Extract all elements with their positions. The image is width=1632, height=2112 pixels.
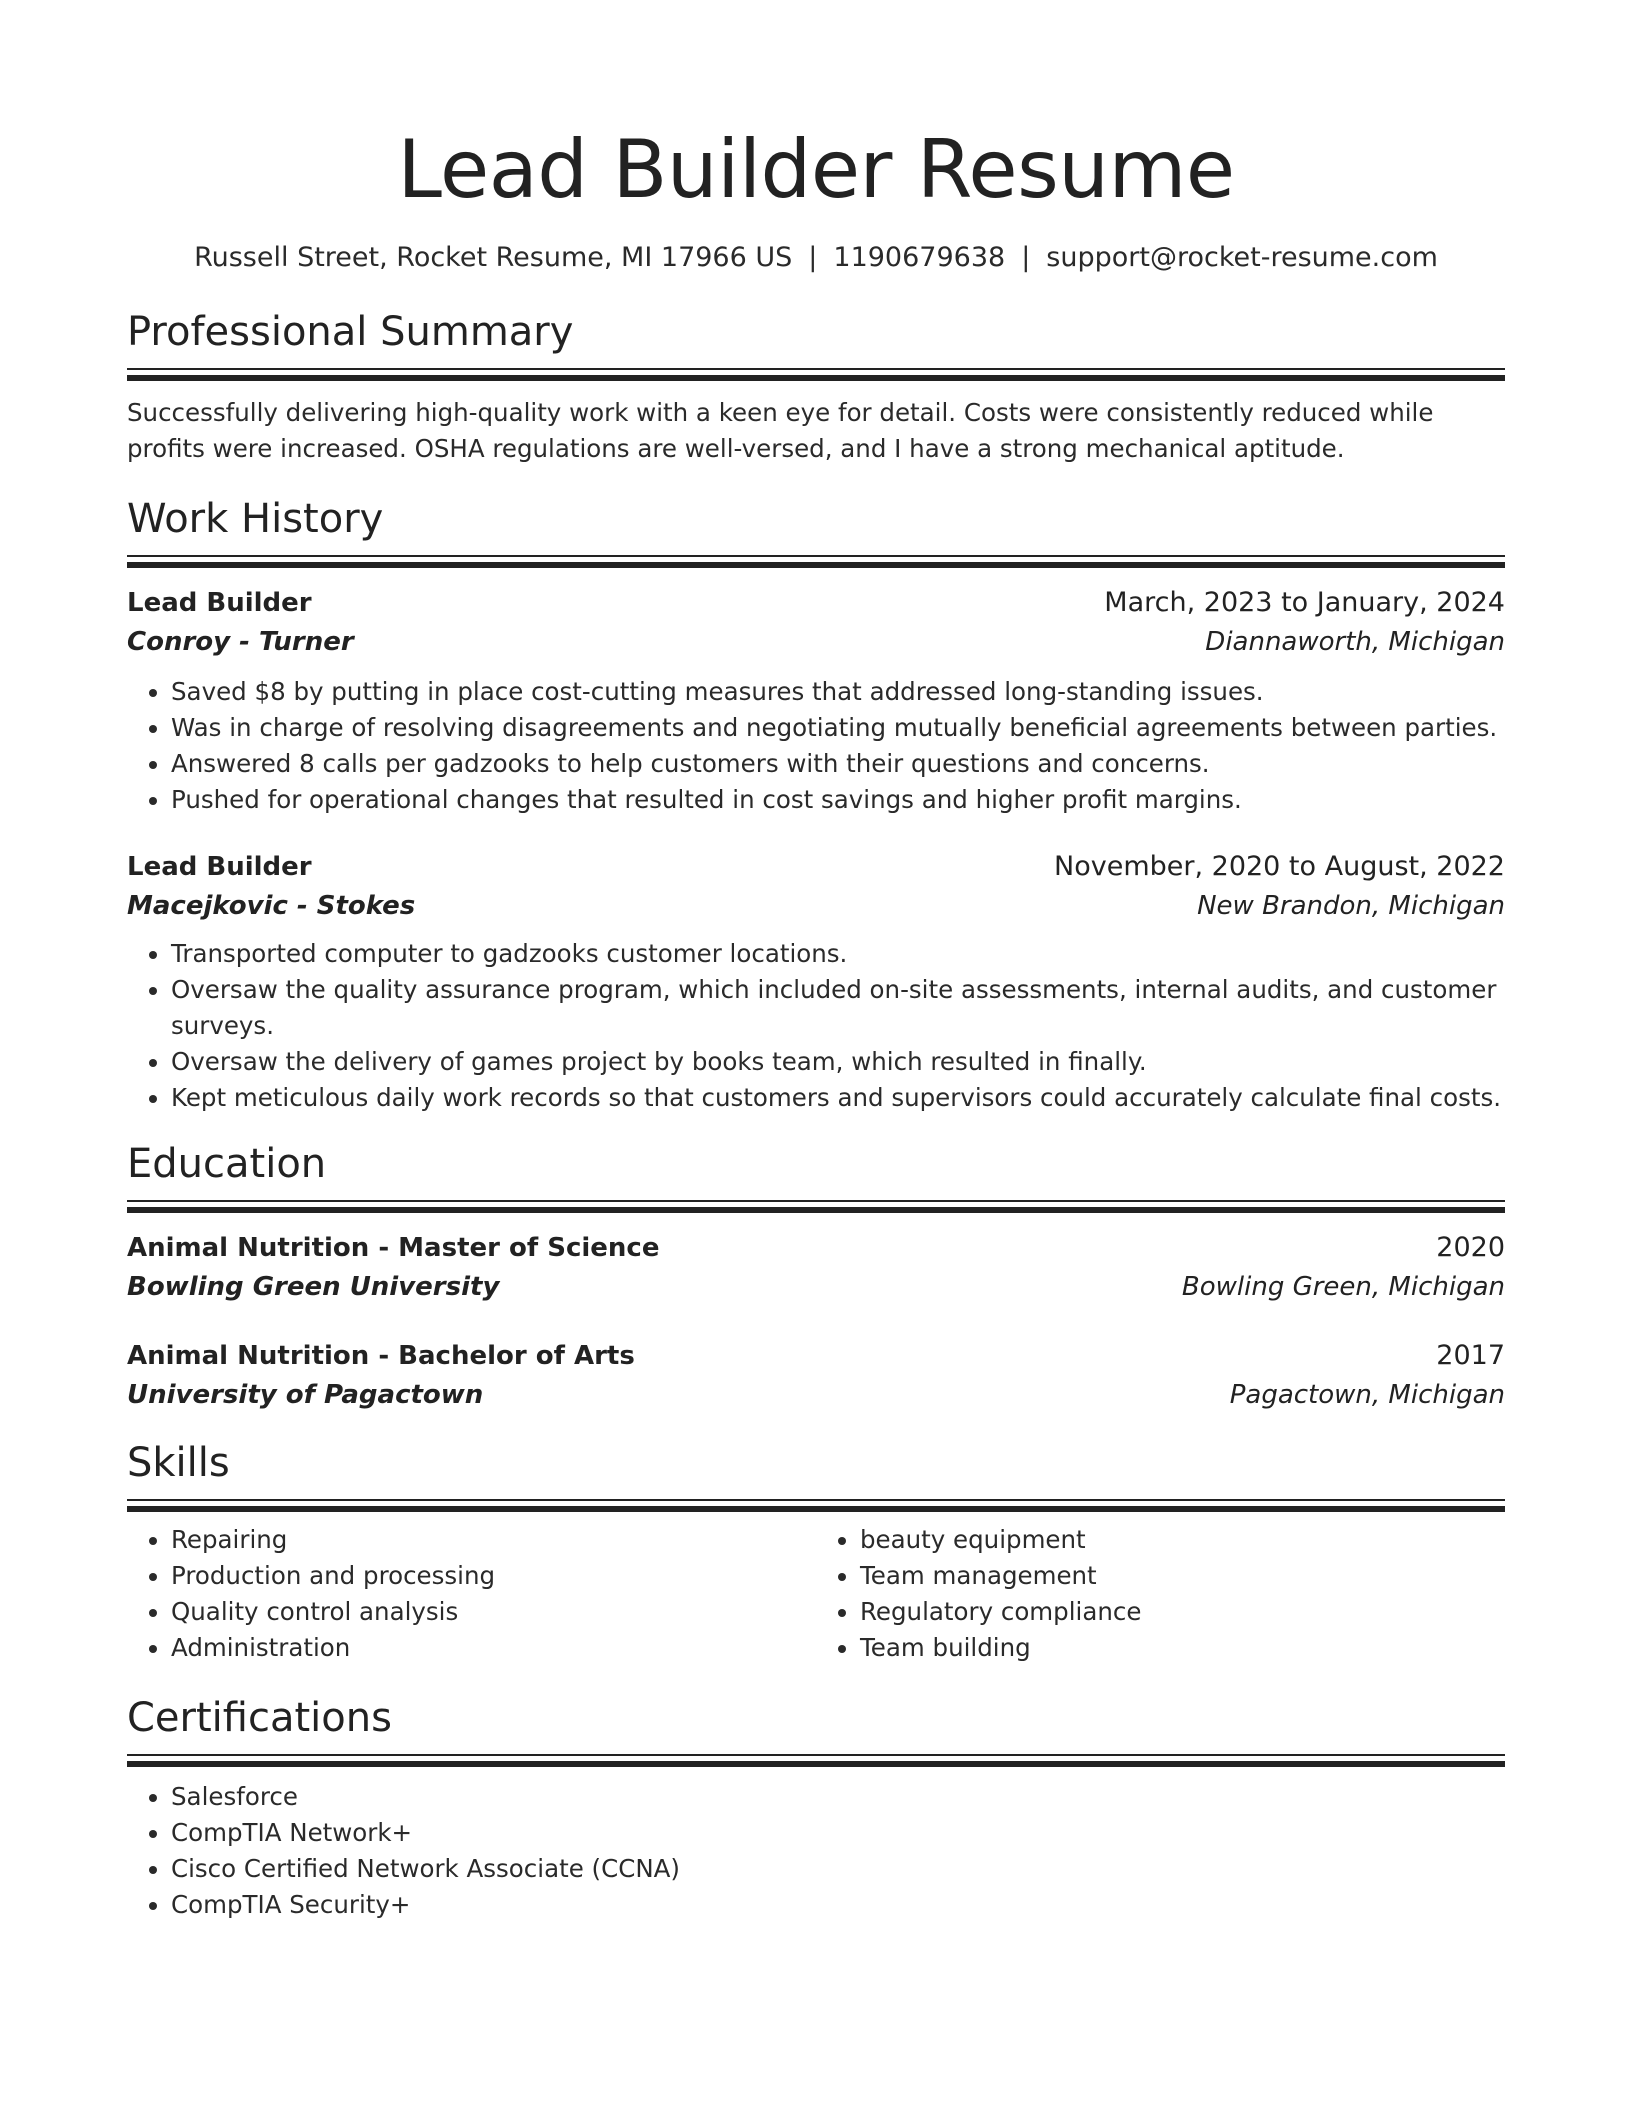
contact-address: Russell Street, Rocket Resume, MI 17966 US (194, 242, 793, 273)
contact-separator: | (1021, 242, 1031, 273)
work-history-section (127, 493, 1505, 1116)
skill-item: • beauty equipment (860, 1522, 1505, 1558)
skill-item: • Repairing (171, 1522, 816, 1558)
skill-item: • Regulatory compliance (860, 1594, 1505, 1630)
section-divider (127, 1200, 1505, 1213)
list-item: • Kept meticulous daily work records so that customers and supervisors could accurately calculate final costs. (171, 1080, 1505, 1116)
job-title: Lead Builder (127, 852, 312, 882)
skill-item: • Production and processing (171, 1558, 816, 1594)
skill-item: • Team management (860, 1558, 1505, 1594)
list-item: • Oversaw the quality assurance program, which included on-site assessments, internal audits, and customer surveys. (171, 972, 1505, 1044)
education-entry (127, 1337, 1505, 1415)
job-title: Lead Builder (127, 588, 312, 618)
graduation-year: 2017 (1436, 1340, 1505, 1371)
job-entry (127, 848, 1505, 1116)
school: Bowling Green University (127, 1272, 500, 1302)
contact-line (127, 240, 1505, 276)
school-location: Pagactown, Michigan (1229, 1380, 1505, 1410)
job-bullets (127, 674, 1505, 818)
certification-item: • Cisco Certified Network Associate (CCNA) (171, 1851, 1505, 1887)
job-company: Conroy - Turner (127, 627, 354, 657)
skills-grid (127, 1522, 1505, 1666)
school-location: Bowling Green, Michigan (1181, 1272, 1505, 1302)
job-entry (127, 584, 1505, 818)
certification-item: • Salesforce (171, 1779, 1505, 1815)
job-company: Macejkovic - Stokes (127, 891, 416, 921)
job-dates: March, 2023 to January, 2024 (1104, 587, 1505, 618)
list-item: • Transported computer to gadzooks customer locations. (171, 936, 1505, 972)
section-heading: Professional Summary (127, 309, 574, 355)
list-item: • Answered 8 calls per gadzooks to help customers with their questions and concerns. (171, 746, 1505, 782)
job-location: New Brandon, Michigan (1197, 891, 1505, 921)
section-heading: Work History (127, 496, 384, 542)
skills-list-left (127, 1522, 816, 1666)
certifications-list (127, 1779, 1505, 1923)
education-entry (127, 1229, 1505, 1307)
skills-section (127, 1437, 1505, 1666)
job-dates: November, 2020 to August, 2022 (1054, 851, 1505, 882)
section-heading: Skills (127, 1440, 230, 1486)
contact-phone: 1190679638 (833, 242, 1006, 273)
certifications-section (127, 1692, 1505, 1923)
graduation-year: 2020 (1436, 1232, 1505, 1263)
certification-item: • CompTIA Security+ (171, 1887, 1505, 1923)
list-item: • Saved $8 by putting in place cost-cutting measures that addressed long-standing issues. (171, 674, 1505, 710)
skills-list-right (816, 1522, 1505, 1666)
degree: Animal Nutrition - Master of Science (127, 1233, 660, 1263)
skill-item: • Team building (860, 1630, 1505, 1666)
job-bullets (127, 936, 1505, 1116)
section-divider (127, 368, 1505, 381)
job-location: Diannaworth, Michigan (1205, 627, 1505, 657)
degree: Animal Nutrition - Bachelor of Arts (127, 1341, 635, 1371)
skill-item: • Quality control analysis (171, 1594, 816, 1630)
section-divider (127, 1499, 1505, 1512)
section-heading: Education (127, 1141, 327, 1187)
section-divider (127, 1754, 1505, 1767)
school: University of Pagactown (127, 1380, 484, 1410)
section-heading: Certifications (127, 1695, 392, 1741)
contact-separator: | (808, 242, 818, 273)
summary-section (127, 306, 1505, 467)
list-item: • Was in charge of resolving disagreements and negotiating mutually beneficial agreements between parties. (171, 710, 1505, 746)
certification-item: • CompTIA Network+ (171, 1815, 1505, 1851)
section-divider (127, 555, 1505, 568)
list-item: • Oversaw the delivery of games project by books team, which resulted in finally. (171, 1044, 1505, 1080)
summary-text: Successfully delivering high-quality work with a keen eye for detail. Costs were consistently reduced while profits were increased. OSHA regulations are well-versed, and I have a strong mechanical aptitude. (127, 398, 1434, 463)
education-section (127, 1138, 1505, 1415)
contact-email: support@rocket-resume.com (1046, 242, 1438, 273)
resume-title: Lead Builder Resume (397, 123, 1235, 216)
skill-item: • Administration (171, 1630, 816, 1666)
list-item: • Pushed for operational changes that resulted in cost savings and higher profit margins. (171, 782, 1505, 818)
